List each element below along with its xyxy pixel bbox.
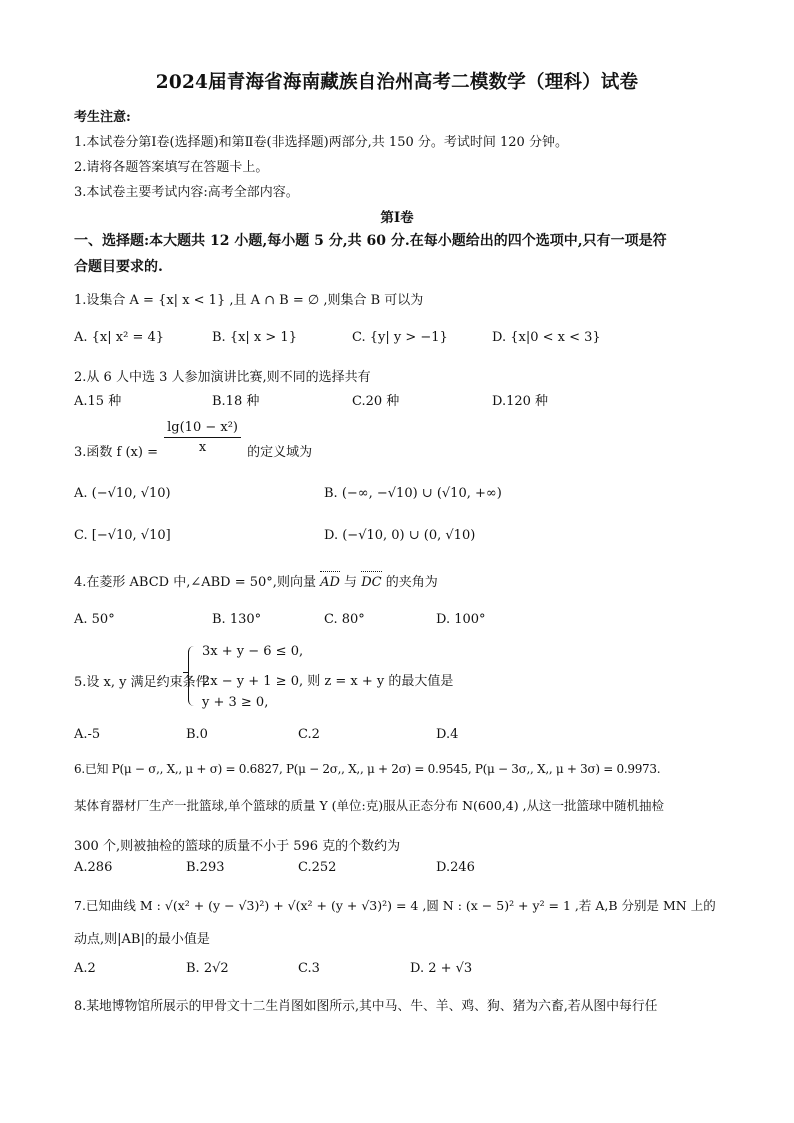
question-6-line2: 某体育器材厂生产一批篮球,单个篮球的质量 Y (单位:克)服从正态分布 N(600,4) ,从这一批篮球中随机抽检 [74, 798, 665, 813]
question-2-option-c: C.20 种 [352, 394, 400, 409]
question-7-option-d: D. 2 + √3 [410, 961, 473, 976]
notice-item-3: 3.本试卷主要考试内容:高考全部内容。 [74, 185, 299, 200]
question-4-option-b: B. 130° [212, 612, 262, 627]
question-4-stem [74, 571, 438, 590]
question-5-option-a: A.-5 [74, 727, 101, 742]
question-1-option-d: D. {x|0 < x < 3} [492, 330, 601, 345]
question-4-stem-prefix: 4.在菱形 ABCD 中,∠ABD = 50°,则向量 [74, 575, 316, 590]
question-4-option-d: D. 100° [436, 612, 486, 627]
question-6-option-d: D.246 [436, 860, 475, 875]
section-heading-line2: 合题目要求的. [74, 259, 163, 275]
section-heading-line1: 一、选择题:本大题共 12 小题,每小题 5 分,共 60 分.在每小题给出的四个选项中,只有一项是符 [74, 233, 667, 249]
left-brace-tick [183, 672, 188, 673]
question-3-option-c: C. [−√10, √10] [74, 528, 171, 543]
question-6-option-a: A.286 [74, 860, 113, 875]
question-6-option-b: B.293 [186, 860, 225, 875]
question-1-option-b: B. {x| x > 1} [212, 330, 297, 345]
question-4-stem-suffix: 的夹角为 [385, 575, 438, 590]
question-3-stem-suffix: 的定义域为 [247, 445, 313, 460]
question-3-fraction [164, 420, 241, 455]
question-3-option-b: B. (−∞, −√10) ∪ (√10, +∞) [324, 486, 502, 501]
question-2-stem: 2.从 6 人中选 3 人参加演讲比赛,则不同的选择共有 [74, 370, 371, 385]
constraint-2: 2x − y + 1 ≥ 0, 则 z = x + y 的最大值是 [202, 674, 454, 689]
notice-item-2: 2.请将各题答案填写在答题卡上。 [74, 160, 269, 175]
question-7-line2: 动点,则|AB|的最小值是 [74, 932, 210, 947]
question-4-option-a: A. 50° [74, 612, 115, 627]
vector-dc: DC [361, 575, 382, 590]
question-3-option-d: D. (−√10, 0) ∪ (0, √10) [324, 528, 476, 543]
question-2-option-b: B.18 种 [212, 394, 260, 409]
page-title: 2024届青海省海南藏族自治州高考二模数学（理科）试卷 [155, 72, 639, 93]
constraint-1: 3x + y − 6 ≤ 0, [202, 644, 304, 659]
question-6-option-c: C.252 [298, 860, 337, 875]
question-4-option-c: C. 80° [324, 612, 365, 627]
question-3-stem [74, 420, 313, 460]
vector-ad: AD [320, 575, 340, 590]
question-7-option-a: A.2 [74, 961, 96, 976]
question-2-option-d: D.120 种 [492, 394, 549, 409]
notice-item-1: 1.本试卷分第Ⅰ卷(选择题)和第Ⅱ卷(非选择题)两部分,共 150 分。考试时间 120 分钟。 [74, 135, 568, 150]
constraint-3: y + 3 ≥ 0, [202, 695, 269, 710]
question-5-stem-prefix: 5.设 x, y 满足约束条件 [74, 675, 209, 690]
question-8-line1: 8.某地博物馆所展示的甲骨文十二生肖图如图所示,其中马、牛、羊、鸡、狗、猪为六畜,若从图中每行任 [74, 999, 658, 1014]
question-3-option-a: A. (−√10, √10) [74, 486, 171, 501]
question-1-stem: 1.设集合 A = {x| x < 1} ,且 A ∩ B = ∅ ,则集合 B 可以为 [74, 293, 424, 308]
question-5-option-b: B.0 [186, 727, 208, 742]
question-1-option-c: C. {y| y > −1} [352, 330, 448, 345]
question-2-option-a: A.15 种 [74, 394, 122, 409]
question-6-line3: 300 个,则被抽检的篮球的质量不小于 596 克的个数约为 [74, 839, 401, 854]
left-brace [188, 646, 197, 706]
notice-heading: 考生注意: [74, 110, 131, 125]
question-4-stem-mid: 与 [344, 575, 358, 590]
question-7-option-c: C.3 [298, 961, 320, 976]
question-3-stem-prefix: 3.函数 f (x) = [74, 445, 158, 460]
question-5-option-d: D.4 [436, 727, 459, 742]
question-5-option-c: C.2 [298, 727, 320, 742]
question-3-numerator: lg(10 − x²) [164, 420, 241, 438]
part-title: 第Ⅰ卷 [380, 210, 414, 226]
question-3-denominator: x [198, 440, 207, 455]
question-7-option-b: B. 2√2 [186, 961, 229, 976]
question-7-line1: 7.已知曲线 M : √(x² + (y − √3)²) + √(x² + (y + √3)²) = 4 ,圆 N : (x − 5)² + y² = 1 ,若 A,B 分别是 MN 上的 [74, 898, 716, 913]
question-6-line1: 6.已知 P(μ − σ,, X,, μ + σ) = 0.6827, P(μ − 2σ,, X,, μ + 2σ) = 0.9545, P(μ − 3σ,, X,, μ + 3σ) = 0.9973. [74, 762, 661, 776]
question-1-option-a: A. {x| x² = 4} [74, 330, 165, 345]
